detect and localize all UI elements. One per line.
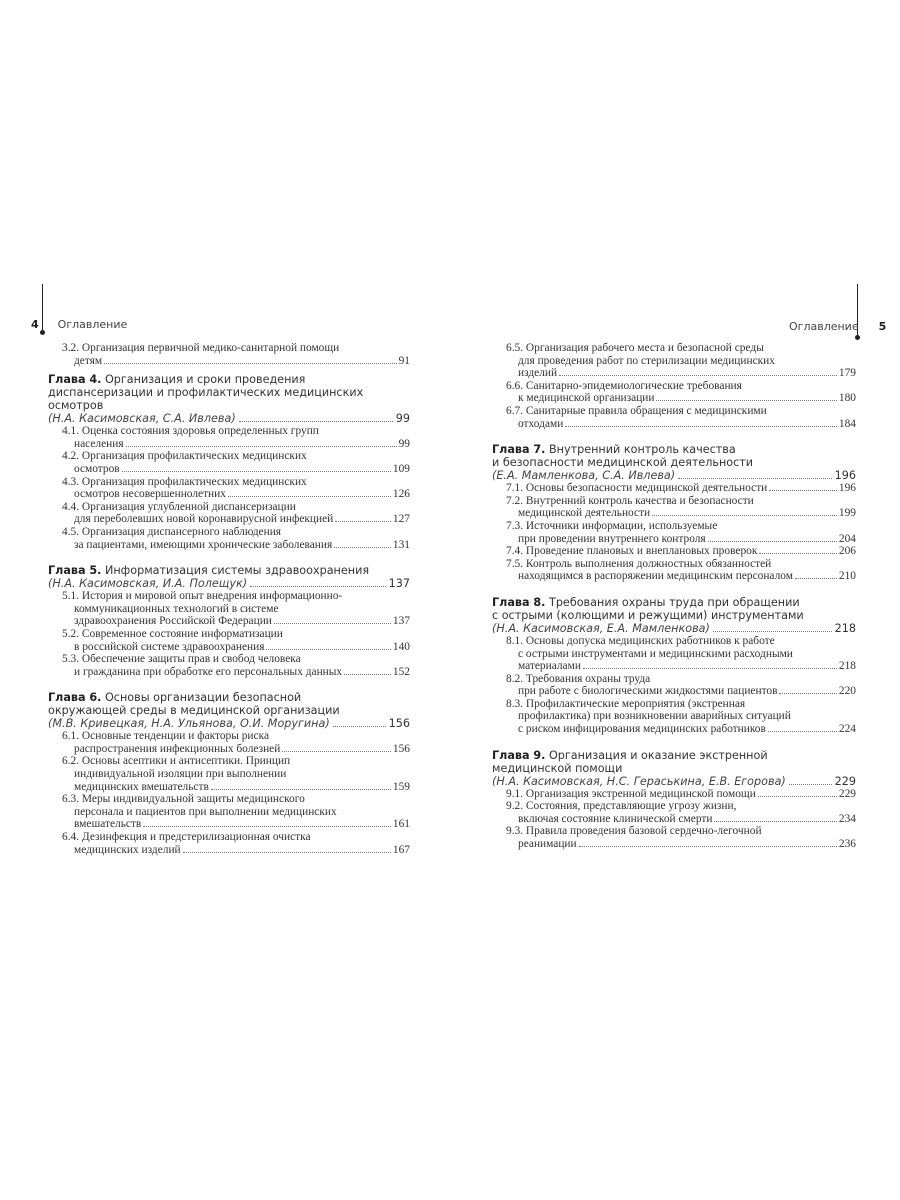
entry-page-number: 91: [398, 354, 410, 367]
dot-leader: [183, 852, 391, 853]
toc-entry[interactable]: [62, 425, 410, 450]
entry-last-line: [506, 507, 856, 520]
entry-last-line: [62, 615, 410, 628]
entry-title: 9.2. Состояния, представляющие угрозу жизни,: [506, 800, 737, 813]
entry-last-line: [62, 781, 410, 794]
chapter-heading[interactable]: [48, 691, 410, 730]
entry-title-line: для проведения работ по стерилизации медицинских: [518, 354, 775, 367]
entry-title: 4.5. Организация диспансерного наблюдения: [62, 525, 282, 538]
dot-leader: [708, 541, 837, 542]
entry-last-line: [62, 438, 410, 451]
toc-entry[interactable]: [506, 635, 856, 673]
chapter-title-line: [48, 386, 410, 399]
chapter-authors: (Н.А. Касимовская, Н.С. Гераськина, Е.В. Егорова): [492, 774, 786, 788]
toc-entry[interactable]: [506, 405, 856, 430]
toc-entry[interactable]: [506, 545, 856, 558]
toc-entry[interactable]: [506, 380, 856, 405]
entry-last-line: [62, 666, 410, 679]
entry-last-line: [62, 513, 410, 526]
chapter-title-line: [492, 762, 856, 775]
entry-title-line: при работе с биологическими жидкостями пациентов: [518, 685, 778, 698]
toc-entry[interactable]: [506, 788, 856, 801]
chapter-label: Глава 9.: [492, 748, 546, 762]
dot-leader: [239, 421, 393, 422]
entry-title-line: 9.1. Организация экстренной медицинской помощи: [506, 787, 756, 800]
dot-leader: [656, 400, 836, 401]
right-page-number: 5: [878, 320, 887, 333]
entry-title: 7.5. Контроль выполнения должностных обязанностей: [506, 557, 772, 570]
entry-last-line: [506, 788, 856, 801]
entry-title: 6.3. Меры индивидуальной защиты медицинского: [62, 793, 305, 806]
chapter-title-text: Требования охраны труда при обращении: [549, 595, 800, 609]
entry-title: 4.1. Оценка состояния здоровья определенных групп: [62, 425, 319, 438]
right-toc-column: [492, 342, 856, 851]
entry-title-line: реанимации: [518, 838, 577, 851]
chapter-authors: (Н.А. Касимовская, И.А. Полещук): [48, 577, 248, 591]
entry-title: 8.2. Требования охраны труда: [506, 672, 651, 685]
chapter-label: Глава 5.: [48, 564, 102, 578]
entry-title-line: материалами: [518, 660, 581, 673]
toc-chapter: [48, 691, 410, 856]
entry-title-line: здравоохранения Российской Федерации: [74, 615, 272, 628]
chapter-title-text: и безопасности медицинской деятельности: [492, 456, 754, 470]
chapter-authors: (Н.А. Касимовская, Е.А. Мамленкова): [492, 621, 710, 635]
entry-title-line: детям: [74, 354, 103, 367]
dot-leader: [678, 478, 831, 479]
entry-title: 6.2. Основы асептики и антисептики. Принцип: [62, 755, 291, 768]
entry-title-line: осмотров: [74, 462, 120, 475]
entry-title: 6.7. Санитарные правила обращения с медицинскими: [506, 404, 767, 417]
chapter-heading[interactable]: [492, 596, 856, 635]
entry-last-line: [506, 545, 856, 558]
dot-leader: [565, 426, 837, 427]
left-running-title: Оглавление: [57, 318, 128, 331]
section-list: [492, 788, 856, 851]
entry-last-line: [62, 818, 410, 831]
section-list: [48, 590, 410, 678]
chapter-title-line: [492, 609, 856, 622]
toc-entry[interactable]: [62, 793, 410, 831]
entry-title-line: 7.4. Проведение плановых и внеплановых проверок: [506, 545, 758, 558]
chapter-title-text: медицинской помощи: [492, 761, 623, 775]
chapter-title-text: Организация и сроки проведения: [105, 373, 306, 387]
entry-title: 4.4. Организация углубленной диспансеризации: [62, 500, 296, 513]
chapter-authors-line: [492, 469, 856, 482]
chapter-title-line: [492, 596, 856, 609]
entry-title: 5.1. История и мировой опыт внедрения информационно-: [62, 590, 343, 603]
toc-chapter: [48, 564, 410, 678]
entry-title-line: медицинских вмешательств: [74, 780, 209, 793]
chapter-authors: (М.В. Кривецкая, Н.А. Ульянова, О.И. Моругина): [48, 717, 330, 731]
toc-entry[interactable]: [62, 831, 410, 856]
entry-title-line: осмотров несовершеннолетних: [74, 488, 226, 501]
dot-leader: [652, 515, 837, 516]
entry-last-line: [506, 813, 856, 826]
toc-entry[interactable]: [506, 342, 856, 380]
dot-leader: [795, 578, 837, 579]
entry-last-line: [506, 570, 856, 583]
entry-title-line: для переболевших новой коронавирусной инфекцией: [74, 513, 334, 526]
entry-title: 3.2. Организация первичной медико-санитарной помощи: [62, 342, 340, 354]
entry-title-line: коммуникационных технологий в системе: [74, 602, 279, 615]
entry-last-line: [62, 641, 410, 654]
chapter-gap: [492, 736, 856, 743]
right-running-title: Оглавление: [789, 320, 859, 333]
entry-page-number: 220: [838, 685, 856, 698]
entry-title-line: персонала и пациентов при выполнении медицинских: [74, 805, 337, 818]
dot-leader: [104, 363, 396, 364]
entry-page-number: 218: [838, 660, 856, 673]
entry-page-number: 236: [838, 838, 856, 851]
toc-entry[interactable]: [62, 501, 410, 526]
right-header-dot: [855, 335, 860, 340]
chapter-label: Глава 6.: [48, 691, 102, 705]
entry-title-line: в российской системе здравоохранения: [74, 640, 265, 653]
toc-entry[interactable]: [506, 698, 856, 736]
toc-entry[interactable]: [506, 800, 856, 825]
chapter-title-text: Внутренний контроль качества: [549, 443, 736, 457]
chapter-page-number: 218: [834, 621, 856, 635]
right-page-header: [789, 320, 886, 333]
entry-title: 4.3. Организация профилактических медицинских: [62, 475, 307, 488]
toc-entry[interactable]: [62, 628, 410, 653]
chapter-title-line: [492, 749, 856, 762]
entry-title: 6.4. Дезинфекция и предстерилизационная очистка: [62, 831, 311, 844]
toc-chapter: [492, 596, 856, 736]
chapter-authors-line: [492, 775, 856, 788]
chapter-gap: [492, 583, 856, 590]
dot-leader: [758, 796, 837, 797]
dot-leader: [559, 375, 837, 376]
section-list: [492, 342, 856, 430]
chapter-authors-line: [492, 622, 856, 635]
chapter-page-number: 196: [834, 469, 856, 483]
chapter-authors-line: [48, 577, 410, 590]
toc-entry[interactable]: [506, 825, 856, 850]
chapter-title-line: [48, 691, 410, 704]
toc-entry[interactable]: [62, 755, 410, 793]
dot-leader: [274, 623, 391, 624]
toc-chapter: [492, 443, 856, 583]
entry-page-number: 206: [838, 545, 856, 558]
entry-last-line: [506, 533, 856, 546]
dot-leader: [211, 789, 391, 790]
entry-page-number: 224: [838, 723, 856, 736]
chapter-authors: (Е.А. Мамленкова, С.А. Ивлева): [492, 469, 676, 483]
toc-chapter: [48, 373, 410, 551]
dot-leader: [228, 496, 391, 497]
entry-title: 7.2. Внутренний контроль качества и безопасности: [506, 494, 754, 507]
section-list: [48, 730, 410, 856]
entry-title-line: распространения инфекционных болезней: [74, 742, 281, 755]
entry-last-line: [62, 355, 410, 368]
entry-page-number: 109: [392, 462, 410, 475]
chapter-title-line: [48, 704, 410, 717]
chapter-authors-line: [48, 717, 410, 730]
chapter-page-number: 156: [388, 717, 410, 731]
entry-title-line: с риском инфицирования медицинских работников: [518, 723, 766, 736]
toc-entry[interactable]: [62, 450, 410, 475]
chapter-title-text: Основы организации безопасной: [105, 691, 302, 705]
entry-last-line: [506, 685, 856, 698]
entry-title-line: с острыми инструментами и медицинскими расходными: [518, 647, 793, 660]
dot-leader: [143, 826, 391, 827]
toc-entry[interactable]: [62, 730, 410, 755]
entry-page-number: 180: [838, 392, 856, 405]
dot-leader: [583, 668, 837, 669]
entry-title: 4.2. Организация профилактических медицинских: [62, 450, 307, 463]
entry-title-line: индивидуальной изоляции при выполнении: [74, 768, 287, 781]
dot-leader: [126, 446, 397, 447]
chapter-heading[interactable]: [48, 564, 410, 590]
entry-last-line: [62, 463, 410, 476]
entry-last-line: [506, 367, 856, 380]
entry-page-number: 229: [838, 787, 856, 800]
dot-leader: [344, 674, 391, 675]
entry-last-line: [62, 844, 410, 857]
entry-page-number: 204: [838, 532, 856, 545]
chapter-gap: [48, 678, 410, 685]
entry-page-number: 137: [392, 615, 410, 628]
chapter-title-line: [492, 456, 856, 469]
entry-last-line: [62, 488, 410, 501]
entry-page-number: 167: [392, 843, 410, 856]
chapter-title-text: окружающей среды в медицинской организации: [48, 704, 340, 718]
chapter-title-line: [48, 373, 410, 386]
entry-title: 8.3. Профилактические мероприятия (экстренная: [506, 697, 746, 710]
chapter-gap: [492, 430, 856, 437]
entry-title: 9.3. Правила проведения базовой сердечно-легочной: [506, 825, 762, 838]
chapter-label: Глава 4.: [48, 373, 102, 387]
entry-title-line: медицинской деятельности: [518, 507, 651, 520]
chapter-title-text: осмотров: [48, 399, 104, 413]
entry-title-line: находящимся в распоряжении медицинским персоналом: [518, 570, 793, 583]
entry-title-line: включая состояние клинической смерти: [518, 812, 713, 825]
entry-page-number: 156: [392, 742, 410, 755]
entry-page-number: 199: [838, 507, 856, 520]
entry-title: 6.5. Организация рабочего места и безопасной среды: [506, 342, 764, 354]
entry-page-number: 152: [392, 665, 410, 678]
entry-page-number: 99: [398, 437, 410, 450]
entry-last-line: [506, 723, 856, 736]
entry-last-line: [506, 660, 856, 673]
dot-leader: [579, 846, 837, 847]
entry-page-number: 159: [392, 780, 410, 793]
chapter-gap: [48, 551, 410, 558]
chapter-title-line: [492, 443, 856, 456]
entry-title-line: изделий: [518, 367, 558, 380]
dot-leader: [779, 693, 836, 694]
entry-page-number: 184: [838, 417, 856, 430]
entry-title-line: отходами: [518, 417, 564, 430]
dot-leader: [333, 726, 386, 727]
entry-title-line: за пациентами, имеющими хронические заболевания: [74, 538, 333, 551]
entry-title-line: при проведении внутреннего контроля: [518, 532, 706, 545]
entry-page-number: 127: [392, 513, 410, 526]
entry-page-number: 140: [392, 640, 410, 653]
dot-leader: [769, 490, 837, 491]
entry-page-number: 179: [838, 367, 856, 380]
entry-page-number: 161: [392, 818, 410, 831]
toc-entry[interactable]: [62, 590, 410, 628]
toc-entry[interactable]: [506, 482, 856, 495]
entry-title: 5.3. Обеспечение защиты прав и свобод человека: [62, 653, 301, 666]
entry-title-line: вмешательств: [74, 818, 142, 831]
chapter-label: Глава 7.: [492, 443, 546, 457]
entry-title: 8.1. Основы допуска медицинских работников к работе: [506, 634, 775, 647]
toc-entry[interactable]: [62, 526, 410, 551]
chapter-authors: (Н.А. Касимовская, С.А. Ивлева): [48, 412, 236, 426]
entry-last-line: [506, 392, 856, 405]
toc-entry[interactable]: [62, 653, 410, 678]
entry-page-number: 126: [392, 488, 410, 501]
dot-leader: [334, 547, 391, 548]
entry-last-line: [62, 539, 410, 552]
entry-last-line: [506, 482, 856, 495]
entry-page-number: 210: [838, 570, 856, 583]
dot-leader: [713, 631, 832, 632]
entry-page-number: 131: [392, 538, 410, 551]
entry-page-number: 196: [838, 482, 856, 495]
chapter-title-line: [48, 399, 410, 412]
chapter-title-line: [48, 564, 410, 577]
chapter-title-text: с острыми (колющими и режущими) инструментами: [492, 608, 804, 622]
toc-entry[interactable]: [506, 520, 856, 545]
dot-leader: [266, 649, 390, 650]
dot-leader: [759, 553, 837, 554]
entry-page-number: 234: [838, 812, 856, 825]
toc-entry[interactable]: [62, 476, 410, 501]
entry-last-line: [506, 838, 856, 851]
toc-chapter: [492, 749, 856, 851]
dot-leader: [250, 586, 386, 587]
dot-leader: [282, 751, 391, 752]
entry-title: 6.6. Санитарно-эпидемиологические требования: [506, 379, 742, 392]
chapter-authors-line: [48, 412, 410, 425]
section-list: [492, 482, 856, 583]
toc-entry[interactable]: [506, 495, 856, 520]
entry-title: 6.1. Основные тенденции и факторы риска: [62, 730, 269, 743]
dot-leader: [768, 731, 837, 732]
toc-entry[interactable]: [48, 342, 410, 367]
entry-title-line: к медицинской организации: [518, 392, 655, 405]
chapter-page-number: 99: [395, 412, 410, 426]
entry-title-line: 7.1. Основы безопасности медицинской деятельности: [506, 482, 768, 495]
entry-title-line: профилактика) при возникновении аварийных ситуаций: [518, 710, 791, 723]
entry-title-line: медицинских изделий: [74, 843, 181, 856]
entry-title: 7.3. Источники информации, используемые: [506, 519, 718, 532]
chapter-title-text: Организация и оказание экстренной: [549, 748, 768, 762]
entry-last-line: [62, 743, 410, 756]
dot-leader: [789, 784, 832, 785]
left-toc-column: [48, 342, 410, 856]
toc-entry[interactable]: [506, 558, 856, 583]
chapter-title-text: Информатизация системы здравоохранения: [105, 564, 370, 578]
chapter-heading[interactable]: [492, 749, 856, 788]
chapter-label: Глава 8.: [492, 595, 546, 609]
entry-last-line: [506, 418, 856, 431]
chapter-heading[interactable]: [492, 443, 856, 482]
entry-title: 5.2. Современное состояние информатизации: [62, 627, 283, 640]
chapter-page-number: 229: [834, 774, 856, 788]
entry-title-line: населения: [74, 437, 124, 450]
chapter-heading[interactable]: [48, 373, 410, 425]
toc-entry[interactable]: [506, 673, 856, 698]
dot-leader: [122, 471, 391, 472]
dot-leader: [335, 521, 391, 522]
section-list: [492, 635, 856, 736]
left-page-number: 4: [31, 318, 39, 331]
section-list: [48, 425, 410, 551]
dot-leader: [714, 821, 836, 822]
chapter-page-number: 137: [388, 577, 410, 591]
entry-title-line: и гражданина при обработке его персональных данных: [74, 665, 343, 678]
left-page-header: [31, 318, 127, 331]
chapter-title-text: диспансеризации и профилактических медицинских: [48, 386, 364, 400]
